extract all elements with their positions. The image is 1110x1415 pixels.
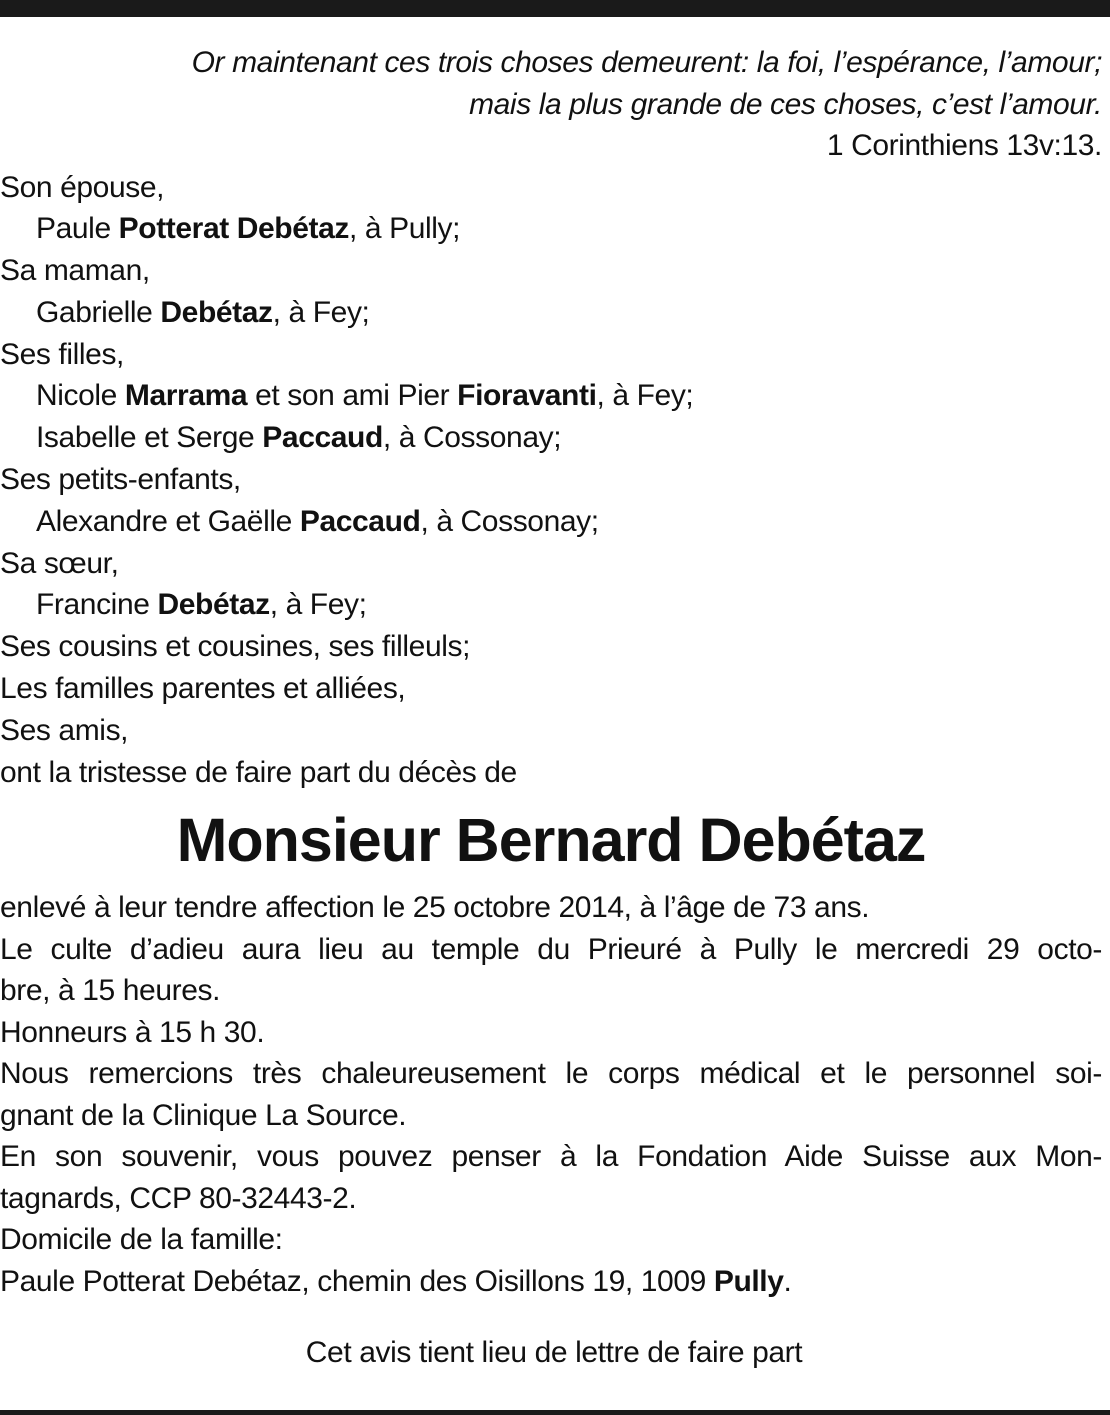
spouse-surname: Potterat Debétaz — [118, 212, 349, 246]
daughter-1-partner-text: et son ami Pier — [247, 379, 458, 413]
daughter-2-first-name: Isabelle et Serge — [36, 421, 263, 455]
relatives-line: Les familles parentes et alliées, — [0, 672, 406, 706]
grandchildren-heading: Ses petits-enfants, — [0, 463, 241, 497]
sister-entry — [0, 584, 1102, 626]
spouse-first-name: Paule — [36, 212, 119, 246]
daughter-2-place: , à Cossonay; — [382, 421, 562, 455]
spouse-entry — [0, 208, 1102, 250]
daughter-1-first-name: Nicole — [36, 379, 125, 413]
passing-line: enlevé à leur tendre affection le 25 octobre 2014, à l’âge de 73 ans. — [0, 891, 870, 925]
thanks-line-2: gnant de la Clinique La Source. — [0, 1098, 407, 1132]
sister-heading: Sa sœur, — [0, 546, 119, 580]
sister-place: , à Fey; — [269, 588, 367, 622]
thanks-line-1: Nous remercions très chaleureusement le corps médical et le personnel soi- — [0, 1057, 1102, 1091]
cousins-line: Ses cousins et cousines, ses filleuls; — [0, 630, 471, 664]
friends-line: Ses amis, — [0, 713, 129, 747]
mother-entry — [0, 292, 1102, 334]
top-border-bar — [0, 0, 1110, 17]
mother-surname: Debétaz — [160, 295, 273, 329]
domicile-end: . — [783, 1264, 792, 1298]
family-list — [0, 167, 1102, 794]
spouse-place: , à Pully; — [349, 212, 461, 246]
donation-line-1: En son souvenir, vous pouvez penser à la Fondation Aide Suisse aux Mon- — [0, 1140, 1102, 1174]
daughter-entry-1 — [0, 375, 1102, 417]
service-line-1: Le culte d’adieu aura lieu au temple du Prieuré à Pully le mercredi 29 octo- — [0, 932, 1102, 966]
epigraph-line-2: mais la plus grande de ces choses, c’est l’amour. — [469, 87, 1102, 121]
sister-first-name: Francine — [36, 588, 158, 622]
closing-note: Cet avis tient lieu de lettre de faire part — [305, 1336, 803, 1370]
notice-details — [0, 887, 1102, 1302]
daughter-2-surname: Paccaud — [262, 421, 383, 455]
domicile-street: Paule Potterat Debétaz, chemin des Oisillons 19, 1009 — [0, 1264, 714, 1298]
spouse-heading: Son épouse, — [0, 170, 165, 204]
donation-line-2: tagnards, CCP 80-32443-2. — [0, 1181, 357, 1215]
mother-place: , à Fey; — [272, 295, 370, 329]
daughter-entry-2 — [0, 417, 1102, 459]
daughter-1-place: , à Fey; — [596, 379, 694, 413]
daughter-1-surname: Marrama — [124, 379, 248, 413]
sister-surname: Debétaz — [157, 588, 270, 622]
obituary-notice — [0, 42, 1102, 1374]
epigraph — [0, 42, 1102, 167]
epigraph-line-1: Or maintenant ces trois choses demeurent: la foi, l’espérance, l’amour; — [191, 46, 1102, 79]
grandchildren-first-names: Alexandre et Gaëlle — [36, 504, 300, 538]
domicile-city: Pully — [713, 1264, 784, 1298]
bible-reference: 1 Corinthiens 13v:13. — [826, 129, 1102, 162]
announcement-line: ont la tristesse de faire part du décès de — [0, 755, 517, 789]
mother-first-name: Gabrielle — [36, 295, 161, 329]
bottom-border-rule — [0, 1410, 1110, 1415]
domicile-heading: Domicile de la famille: — [0, 1223, 283, 1257]
domicile-address — [0, 1261, 1102, 1303]
deceased-name: Monsieur Bernard Debétaz — [176, 806, 926, 875]
mother-heading: Sa maman, — [0, 254, 150, 288]
grandchildren-entry — [0, 501, 1102, 543]
grandchildren-place: , à Cossonay; — [420, 504, 599, 538]
honours-line: Honneurs à 15 h 30. — [0, 1015, 265, 1049]
service-line-2: bre, à 15 heures. — [0, 974, 221, 1008]
grandchildren-surname: Paccaud — [299, 504, 421, 538]
daughter-1-partner-surname: Fioravanti — [457, 379, 597, 413]
daughters-heading: Ses filles, — [0, 337, 124, 371]
